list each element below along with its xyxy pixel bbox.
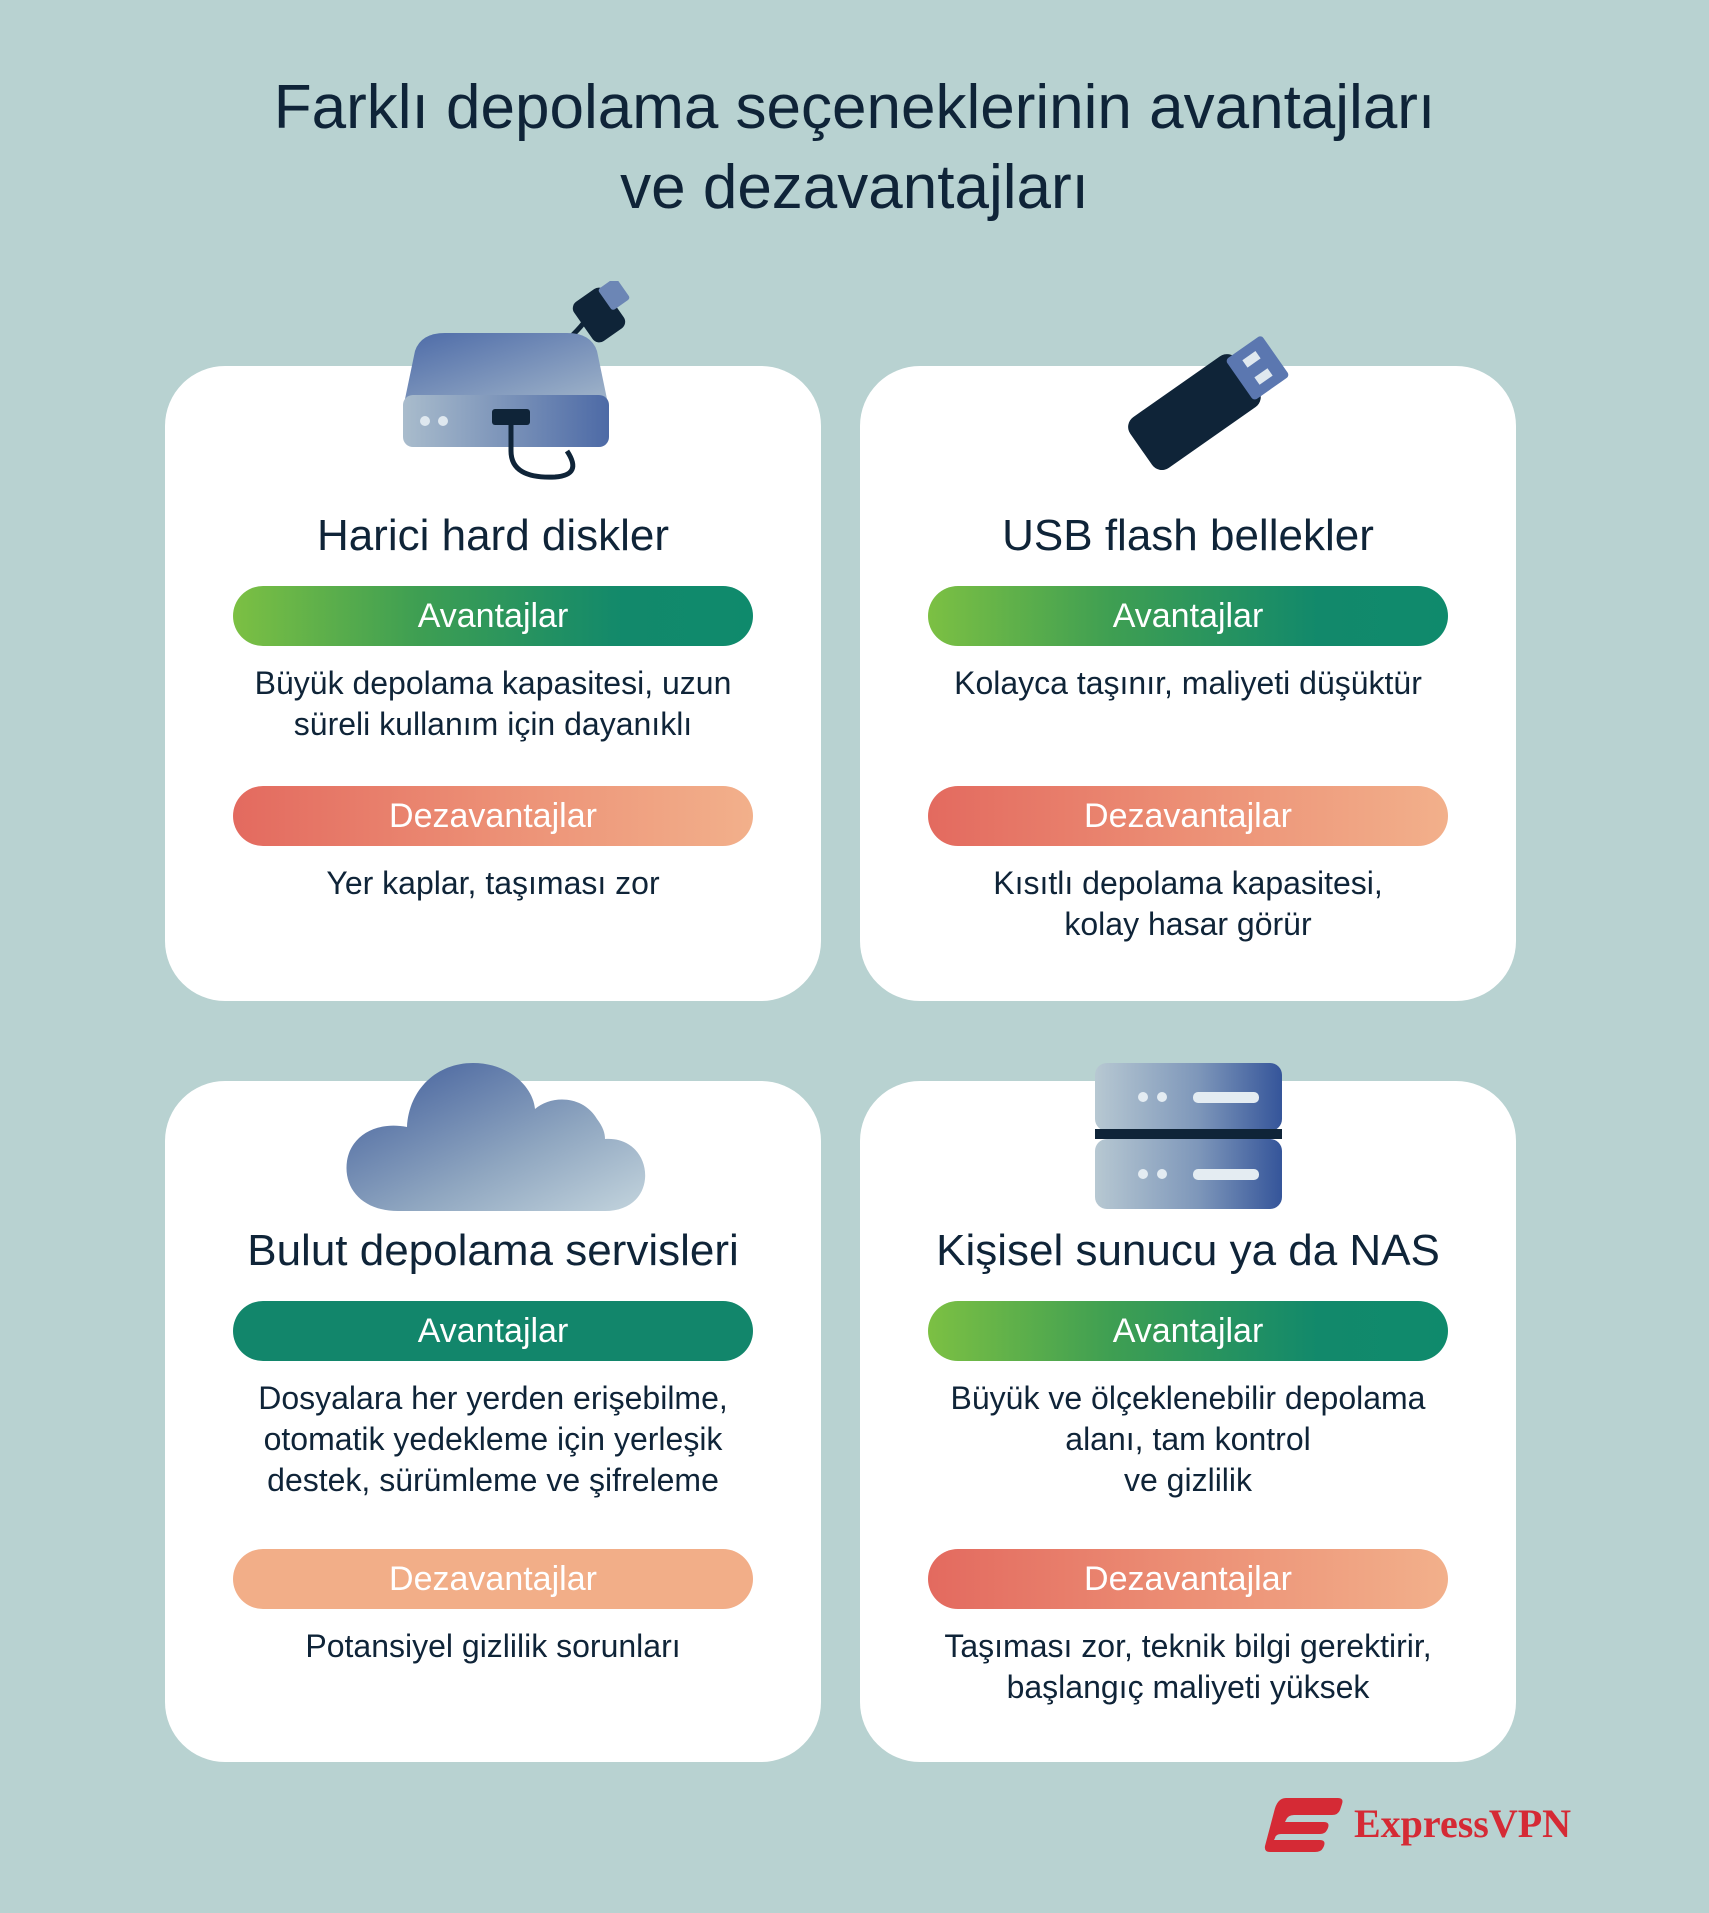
disadvantages-pill: Dezavantajlar — [928, 786, 1448, 846]
advantages-pill: Avantajlar — [928, 1301, 1448, 1361]
page-title-line-2: ve dezavantajları — [620, 153, 1089, 222]
advantages-text: Büyük depolama kapasitesi, uzun süreli kullanım için dayanıklı — [254, 665, 732, 742]
server-icon — [1095, 1063, 1285, 1211]
card-title: Kişisel sunucu ya da NAS — [936, 1226, 1440, 1275]
advantages-text: Büyük ve ölçeklenebilir depolama alanı, tam kontrol ve gizlilik — [950, 1380, 1426, 1498]
page-title-line-1: Farklı depolama seçeneklerinin avantajları — [273, 73, 1436, 142]
card-title: Harici hard diskler — [316, 511, 670, 560]
advantages-text: Kolayca taşınır, maliyeti düşüktür — [954, 665, 1422, 701]
disadvantages-text: Yer kaplar, taşıması zor — [326, 865, 660, 901]
disadvantages-pill: Dezavantajlar — [233, 1549, 753, 1609]
card-title: USB flash bellekler — [1002, 511, 1374, 560]
disadvantages-text: Potansiyel gizlilik sorunları — [305, 1628, 681, 1664]
card-title: Bulut depolama servisleri — [247, 1226, 739, 1275]
disadvantages-pill: Dezavantajlar — [928, 1549, 1448, 1609]
advantages-pill: Avantajlar — [233, 1301, 753, 1361]
expressvpn-wordmark: ExpressVPN — [1354, 1801, 1572, 1846]
external-hard-drive-icon — [385, 281, 685, 496]
advantages-pill: Avantajlar — [233, 586, 753, 646]
page-title — [0, 68, 1709, 228]
advantages-pill: Avantajlar — [928, 586, 1448, 646]
usb-flash-drive-icon — [1105, 311, 1305, 481]
expressvpn-logo-icon — [1264, 1796, 1344, 1854]
card-personal-server-nas — [860, 1081, 1516, 1762]
card-usb-flash-drive — [860, 366, 1516, 1001]
disadvantages-text: Taşıması zor, teknik bilgi gerektirir, başlangıç maliyeti yüksek — [944, 1628, 1432, 1705]
cloud-icon — [343, 1061, 648, 1213]
card-external-hard-drive — [165, 366, 821, 1001]
expressvpn-logo — [1264, 1790, 1584, 1860]
advantages-text: Dosyalara her yerden erişebilme, otomatik yedekleme için yerleşik destek, sürümleme ve şifreleme — [258, 1380, 728, 1498]
disadvantages-pill: Dezavantajlar — [233, 786, 753, 846]
disadvantages-text: Kısıtlı depolama kapasitesi, kolay hasar görür — [993, 865, 1383, 942]
card-cloud-storage — [165, 1081, 821, 1762]
